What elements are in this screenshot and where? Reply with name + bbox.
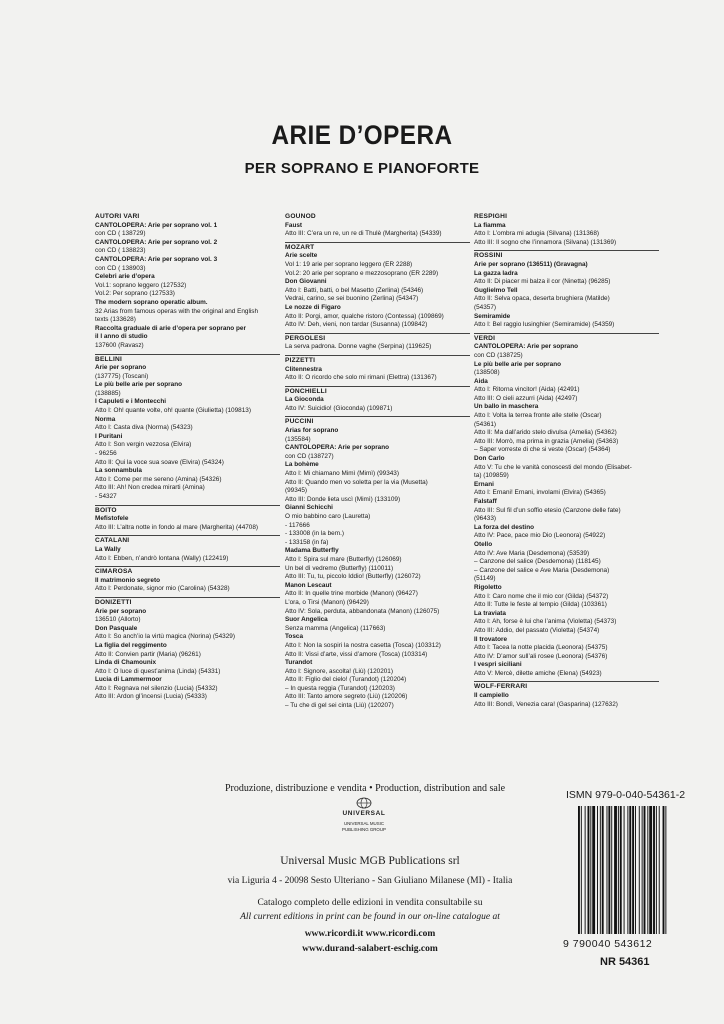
work-detail: Senza mamma (Angelica) (117663) xyxy=(285,624,386,632)
work-detail: Vol.2: Per soprano (127533) xyxy=(95,290,175,298)
work-detail: La serva padrona. Donne vaghe (Serpina) (119625) xyxy=(285,343,432,351)
work-title: La bohème xyxy=(285,461,319,469)
work-detail: Atto III: Addio, del passato (Violetta) (54374) xyxy=(474,626,600,634)
work-title: I Puritani xyxy=(95,432,123,440)
work-detail: - 117666 xyxy=(285,521,310,529)
barcode-bar xyxy=(607,806,608,934)
work-detail: Atto I: Perdonate, signor mio (Carolina) (54328) xyxy=(95,585,230,593)
work-title: La fiamma xyxy=(474,221,506,229)
work-detail: Atto II: Di piacer mi balza il cor (Ninetta) (96285) xyxy=(474,278,611,286)
work-title: Le più belle arie per soprano xyxy=(474,360,562,368)
logo-line-1: UNIVERSAL MUSIC xyxy=(343,821,385,826)
catalogue-column-2 xyxy=(285,212,470,714)
work-title: Arie scelte xyxy=(285,252,318,260)
work-detail: con CD (138725) xyxy=(474,351,523,359)
work-title: Linda di Chamounix xyxy=(95,659,157,667)
work-title: The modern soprano operatic album. xyxy=(95,298,208,306)
page-title: ARIE D’OPERA xyxy=(271,120,453,150)
barcode-bar xyxy=(653,806,655,934)
work-title: Le più belle arie per soprano xyxy=(95,381,183,389)
catalogue-note-italian: Catalogo completo delle edizioni in vendita consultabile su xyxy=(257,898,483,908)
catalogue-note-english: All current editions in print can be found in our on-line catalogue at xyxy=(240,912,500,922)
work-detail: Atto I: Ernani! Ernani, involami (Elvira) (54365) xyxy=(474,489,606,497)
work-detail: Atto II: Tutte le feste al tempio (Gilda) (103361) xyxy=(474,601,607,609)
work-detail: Atto I: Caro nome che il mio cor (Gilda) (54372) xyxy=(474,592,609,600)
composer-name: VERDI xyxy=(474,334,496,342)
work-detail: Atto IV: Pace, pace mio Dio (Leonora) (54922) xyxy=(474,532,606,540)
composer-section xyxy=(285,355,470,383)
work-title: La forza del destino xyxy=(474,523,535,531)
work-title: Ernani xyxy=(474,480,494,488)
work-detail: Atto V: Mercè, dilette amiche (Elena) (54923) xyxy=(474,669,602,677)
work-detail: texts (133628) xyxy=(95,316,136,324)
barcode-bar xyxy=(588,806,590,934)
work-detail: Atto III: Il sogno che l’innamora (Silvana) (131369) xyxy=(474,238,617,246)
composer-section xyxy=(285,242,470,330)
work-detail: – Tu che di gel sei cinta (Liù) (120207) xyxy=(285,702,394,710)
work-title: Il campiello xyxy=(474,692,509,700)
work-title: CANTOLOPERA: Arie per soprano vol. 1 xyxy=(95,221,218,229)
barcode-bar xyxy=(581,806,582,934)
barcode-bar xyxy=(578,806,580,934)
composer-name: CATALANI xyxy=(95,537,130,545)
work-detail: (99345) xyxy=(285,487,308,495)
work-detail: Atto I: Oh! quante volte, oh! quante (Giulietta) (109813) xyxy=(95,407,251,415)
work-detail: Atto IV: Sola, perduta, abbandonata (Manon) (126075) xyxy=(285,607,440,615)
work-detail: Atto V: Tu che le vanità conoscesti del mondo (Elisabet- xyxy=(474,463,632,471)
barcode-number: 9 790040 543612 xyxy=(563,938,653,950)
composer-section xyxy=(95,535,280,563)
work-detail: Atto I: Mi chiamano Mimì (Mimì) (99343) xyxy=(285,470,399,478)
barcode-bar xyxy=(649,806,652,934)
work-detail: Atto I: Son vergin vezzosa (Elvira) xyxy=(95,441,192,449)
work-title: Semiramide xyxy=(474,312,511,320)
composer-section xyxy=(95,505,280,533)
work-title: La gazza ladra xyxy=(474,269,518,277)
composer-name: PUCCINI xyxy=(285,418,314,426)
composer-name: PIZZETTI xyxy=(285,356,316,364)
barcode-bar xyxy=(659,806,660,934)
work-title: Gianni Schicchi xyxy=(285,504,333,512)
work-detail: Atto II: In quelle trine morbide (Manon) (96427) xyxy=(285,590,418,598)
work-detail: (96433) xyxy=(474,515,497,523)
work-title: il I anno di studio xyxy=(95,333,148,341)
work-detail: - 54327 xyxy=(95,493,117,500)
work-detail: Atto III: L’altra notte in fondo al mare (Margherita) (44708) xyxy=(95,523,259,531)
work-title: La traviata xyxy=(474,609,506,617)
work-detail: Atto II: Figlio del cielo! (Turandot) (120204) xyxy=(285,676,407,684)
work-title: CANTOLOPERA: Arie per soprano vol. 2 xyxy=(95,238,218,246)
work-detail: Atto IV: Suicidio! (Gioconda) (109871) xyxy=(285,404,393,412)
barcode-bar xyxy=(608,806,610,934)
barcode-bar xyxy=(644,806,646,934)
barcode-bar xyxy=(611,806,612,934)
composer-name: PONCHIELLI xyxy=(285,387,327,395)
website-link-durand[interactable]: www.durand-salabert-eschig.com xyxy=(302,944,438,954)
work-detail: Atto III: C’era un re, un re di Thulè (Margherita) (54339) xyxy=(285,230,442,238)
work-detail: O mio babbino caro (Lauretta) xyxy=(285,513,371,520)
work-title: Arie per soprano xyxy=(95,607,147,615)
work-detail: 136510 (Allorto) xyxy=(95,616,141,624)
publisher-address: via Liguria 4 - 20098 Sesto Ulteriano - San Giuliano Milanese (MI) - Italia xyxy=(227,876,513,886)
composer-section xyxy=(285,416,470,710)
composer-section xyxy=(474,333,659,679)
composer-section xyxy=(95,566,280,594)
work-title: Aida xyxy=(474,377,488,385)
work-title: Otello xyxy=(474,540,493,548)
composer-section xyxy=(474,212,659,247)
work-title: Norma xyxy=(95,415,116,423)
barcode-bar xyxy=(618,806,619,934)
page-subtitle: PER SOPRANO E PIANOFORTE xyxy=(244,160,480,177)
work-detail: - 96256 xyxy=(95,450,117,458)
work-detail: Atto II: Selva opaca, deserta brughiera (Matilde) xyxy=(474,295,610,303)
work-detail: – In questa reggia (Turandot) (120203) xyxy=(285,684,395,692)
work-detail: Atto I: Batti, batti, o bel Masetto (Zerlina) (54346) xyxy=(285,286,424,294)
composer-section xyxy=(95,212,280,351)
globe-icon xyxy=(357,798,371,808)
work-title: I Capuleti e i Montecchi xyxy=(95,398,167,406)
work-detail: – Canzone del salice (Desdemona) (118145) xyxy=(474,558,601,566)
work-detail: – Saper vorreste di che si veste (Oscar) (54364) xyxy=(474,446,611,454)
catalogue-number: NR 54361 xyxy=(600,956,650,968)
barcode-bar xyxy=(627,806,628,934)
logo-line-2: PUBLISHING GROUP xyxy=(342,827,386,832)
composer-section xyxy=(474,681,659,709)
composer-name: BOITO xyxy=(95,506,117,514)
work-detail: (138885) xyxy=(95,389,121,397)
work-detail: Atto I: L’ombra mi adugia (Silvana) (131368) xyxy=(474,230,600,238)
barcode-bar xyxy=(642,806,643,934)
website-links[interactable]: www.ricordi.it www.ricordi.com xyxy=(304,929,436,939)
work-title: Un ballo in maschera xyxy=(474,403,539,411)
composer-name: ROSSINI xyxy=(474,252,503,260)
work-detail: Vol 1: 19 arie per soprano leggero (ER 2288) xyxy=(285,260,413,268)
work-detail: Atto I: Ebben, n’andrò lontana (Wally) (122419) xyxy=(95,554,229,562)
work-detail: Atto I: Casta diva (Norma) (54323) xyxy=(95,424,193,432)
barcode-bar xyxy=(663,806,665,934)
work-detail: Atto II: O ricordo che solo mi rimani (Elettra) (131367) xyxy=(285,374,437,382)
barcode-bar xyxy=(629,806,631,934)
work-detail: Atto II: Convien partir (Maria) (96261) xyxy=(95,650,201,658)
work-detail: Atto III: Tu, tu, piccolo Iddio! (Butterfly) (126072) xyxy=(285,573,421,581)
work-title: Don Pasquale xyxy=(95,624,138,632)
production-notice: Produzione, distribuzione e vendita • Production, distribution and sale xyxy=(224,783,506,794)
work-title: Turandot xyxy=(285,659,313,667)
work-detail: – Canzone del salice e Ave Maria (Desdemona) xyxy=(474,566,610,574)
work-detail: (54357) xyxy=(474,303,497,311)
work-title: Le nozze di Figaro xyxy=(285,303,341,311)
work-detail: Atto I: Ah, forse è lui che l’anima (Violetta) (54373) xyxy=(474,618,617,626)
composer-section xyxy=(474,250,659,329)
work-title: Suor Angelica xyxy=(285,616,328,624)
work-detail: L’ora, o Tirsi (Manon) (96429) xyxy=(285,598,369,606)
work-detail: Atto I: Bel raggio lusinghier (Semiramide) (54359) xyxy=(474,321,615,329)
work-detail: Atto I: Spira sul mare (Butterfly) (126069) xyxy=(285,555,402,563)
barcode xyxy=(576,806,696,934)
work-detail: Atto III: Ah! Non credea mirarti (Amina) xyxy=(95,484,205,492)
composer-section xyxy=(285,212,470,239)
barcode-bar xyxy=(620,806,622,934)
work-detail: con CD ( 138729) xyxy=(95,230,146,238)
work-detail: Vol.1: soprano leggero (127532) xyxy=(95,281,187,289)
work-detail: 32 Arias from famous operas with the original and English xyxy=(95,307,259,315)
composer-name: MOZART xyxy=(285,243,315,251)
ismn-code: ISMN 979-0-040-54361-2 xyxy=(566,789,686,801)
work-title: La sonnambula xyxy=(95,467,142,475)
work-title: Mefistofele xyxy=(95,515,129,523)
work-detail: (54361) xyxy=(474,420,497,428)
work-detail: con CD ( 138903) xyxy=(95,264,146,272)
work-detail: Vedrai, carino, se sei buonino (Zerlina) (54347) xyxy=(285,295,419,303)
work-title: CANTOLOPERA: Arie per soprano xyxy=(285,444,390,452)
work-title: CANTOLOPERA: Arie per soprano vol. 3 xyxy=(95,255,218,263)
barcode-bar xyxy=(614,806,617,934)
work-detail: Atto II: Quando men vo soletta per la via (Musetta) xyxy=(285,478,428,486)
catalogue-column-1 xyxy=(95,212,280,705)
composer-name: BELLINI xyxy=(95,355,123,363)
logo-wordmark: UNIVERSAL xyxy=(342,810,386,817)
work-title: Tosca xyxy=(285,633,303,641)
work-title: Il matrimonio segreto xyxy=(95,576,160,584)
work-title: Rigoletto xyxy=(474,583,502,591)
work-detail: ta) (109859) xyxy=(474,472,509,480)
work-title: Raccolta graduale di arie d’opera per soprano per xyxy=(95,324,246,332)
work-detail: Atto I: Signore, ascolta! (Liù) (120201) xyxy=(285,667,393,675)
composer-section xyxy=(95,597,280,702)
work-detail: Atto IV: Deh, vieni, non tardar (Susanna) (109842) xyxy=(285,321,428,329)
work-detail: Atto II: Vissi d’arte, vissi d’amore (Tosca) (103314) xyxy=(285,650,428,658)
barcode-bar xyxy=(647,806,648,934)
work-title: Don Carlo xyxy=(474,455,505,463)
work-title: Lucia di Lammermoor xyxy=(95,676,162,684)
composer-name: PERGOLESI xyxy=(285,334,326,342)
work-detail: Atto II: Qui la voce sua soave (Elvira) (54324) xyxy=(95,458,224,466)
work-detail: (135584) xyxy=(285,435,311,443)
work-detail: Atto III: Ardon gl’incensi (Lucia) (54333) xyxy=(95,693,207,701)
barcode-bar xyxy=(590,806,591,934)
composer-name: CIMAROSA xyxy=(95,568,133,576)
publisher-name: Universal Music MGB Publications srl xyxy=(280,855,460,867)
work-detail: Atto II: Ma dall’arido stelo divulsa (Amelia) (54362) xyxy=(474,429,617,437)
work-detail: Atto IV: Ave Maria (Desdemona) (53539) xyxy=(474,549,590,557)
work-detail: Atto III: O cieli azzurri (Aida) (42497) xyxy=(474,394,578,402)
work-detail: Vol.2: 20 arie per soprano e mezzosoprano (ER 2289) xyxy=(285,269,439,277)
work-detail: con CD (138727) xyxy=(285,452,334,460)
barcode-bar xyxy=(597,806,598,934)
work-detail: Atto I: Come per me sereno (Amina) (54326) xyxy=(95,475,222,483)
work-detail: (138508) xyxy=(474,369,500,377)
catalogue-column-3 xyxy=(474,212,659,712)
work-title: I vespri siciliani xyxy=(474,661,522,669)
work-title: Arie per soprano (136511) (Gravagna) xyxy=(474,260,588,268)
work-detail: 137600 (Ravasz) xyxy=(95,341,144,349)
universal-logo xyxy=(314,796,414,840)
barcode-bar xyxy=(585,806,586,934)
work-detail: Atto III: Morrò, ma prima in grazia (Amelia) (54363) xyxy=(474,437,619,445)
composer-name: GOUNOD xyxy=(285,213,316,220)
work-title: Clitennestra xyxy=(285,365,322,373)
work-detail: Atto I: Volta la terrea fronte alle stelle (Oscar) xyxy=(474,412,602,420)
composer-section xyxy=(95,354,280,502)
composer-name: RESPIGHI xyxy=(474,213,508,220)
work-detail: (51149) xyxy=(474,575,496,583)
work-detail: Atto II: Porgi, amor, qualche ristoro (Contessa) (109869) xyxy=(285,312,444,320)
work-title: Celebri arie d’opera xyxy=(95,273,155,281)
work-detail: Atto I: O luce di quest’anima (Linda) (54331) xyxy=(95,667,221,675)
composer-name: WOLF-FERRARI xyxy=(474,683,528,691)
work-title: Arie per soprano xyxy=(95,364,147,372)
barcode-bar xyxy=(592,806,595,934)
work-detail: Atto III: Bondì, Venezia cara! (Gasparina) (127632) xyxy=(474,700,618,708)
composer-name: DONIZETTI xyxy=(95,598,132,606)
work-detail: Atto I: Regnava nel silenzio (Lucia) (54332) xyxy=(95,684,218,692)
work-detail: Atto I: Ritorna vincitor! (Aida) (42491) xyxy=(474,386,580,394)
work-detail: con CD ( 138823) xyxy=(95,247,146,255)
work-detail: Atto III: Sul fil d’un soffio etesio (Canzone delle fate) xyxy=(474,506,621,514)
work-title: Falstaff xyxy=(474,498,497,505)
barcode-bar xyxy=(639,806,640,934)
barcode-bar xyxy=(624,806,625,934)
work-detail: Un bel dì vedremo (Butterfly) (110011) xyxy=(285,564,394,572)
composer-section xyxy=(285,386,470,414)
work-title: Arias for soprano xyxy=(285,427,339,435)
work-detail: - 133158 (in fa) xyxy=(285,538,329,546)
composer-name: AUTORI VARI xyxy=(95,213,140,220)
barcode-bar xyxy=(656,806,657,934)
work-title: Il trovatore xyxy=(474,635,508,643)
work-title: Madama Butterfly xyxy=(285,547,339,555)
work-title: La Wally xyxy=(95,545,121,553)
work-detail: Atto III: Tanto amore segreto (Liù) (120206) xyxy=(285,693,408,701)
work-title: Don Giovanni xyxy=(285,278,327,286)
work-detail: Atto I: Tacea la notte placida (Leonora) (54375) xyxy=(474,644,608,652)
work-detail: - 133008 (in la bem.) xyxy=(285,530,344,538)
barcode-bar xyxy=(632,806,634,934)
work-title: Faust xyxy=(285,221,303,229)
barcode-bar xyxy=(665,806,666,934)
work-detail: Atto III: Donde lieta uscì (Mimì) (133109) xyxy=(285,495,401,503)
work-detail: Atto I: Non la sospiri la nostra casetta (Tosca) (103312) xyxy=(285,641,441,649)
work-title: Manon Lescaut xyxy=(285,581,332,589)
work-detail: (137775) (Toscani) xyxy=(95,372,149,380)
work-detail: Atto IV: D’amor sull’ali rosee (Leonora) (54376) xyxy=(474,652,608,660)
work-detail: Atto I: So anch’io la virtù magica (Norina) (54329) xyxy=(95,633,235,641)
composer-section xyxy=(285,333,470,352)
work-title: CANTOLOPERA: Arie per soprano xyxy=(474,343,579,351)
work-title: La figlia del reggimento xyxy=(95,641,167,649)
barcode-bar xyxy=(635,806,636,934)
barcode-bar xyxy=(602,806,604,934)
work-title: Guglielmo Tell xyxy=(474,286,518,294)
work-title: La Gioconda xyxy=(285,396,324,404)
barcode-bar xyxy=(600,806,601,934)
